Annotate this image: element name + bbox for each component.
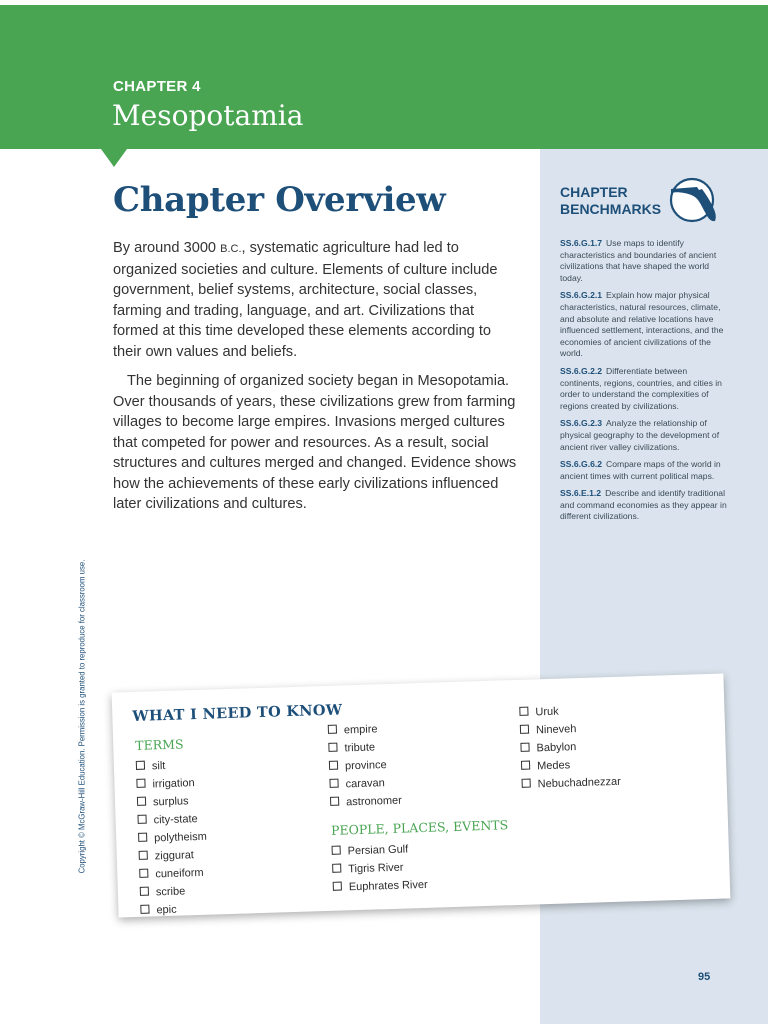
benchmark-item <box>560 418 728 453</box>
term-checkbox-item <box>139 846 208 866</box>
checkbox-label: astronomer <box>345 794 402 809</box>
term-checkbox-item <box>137 810 206 830</box>
checkbox[interactable] <box>333 882 342 891</box>
checkbox-label: epic <box>156 903 177 917</box>
checkbox[interactable] <box>520 725 529 734</box>
benchmark-code: SS.6.G.2.1 <box>560 290 603 301</box>
terms-column-2 <box>328 716 511 896</box>
checkbox-label: Nineveh <box>535 723 577 737</box>
benchmark-text: Use maps to identify characteristics and boundaries of ancient civilizations that have shaped the world today. <box>560 238 717 283</box>
checkbox-label: Euphrates River <box>348 878 428 894</box>
checkbox[interactable] <box>137 815 146 824</box>
checkbox-label: Persian Gulf <box>347 843 409 858</box>
checkbox[interactable] <box>329 779 338 788</box>
chapter-label: CHAPTER 4 <box>113 78 201 95</box>
benchmark-text: Differentiate between continents, regions, countries, and cities in order to understand the complexities of regions created by civilizations. <box>560 365 722 411</box>
benchmark-text: Compare maps of the world in ancient times with current political maps. <box>560 459 721 481</box>
checkbox-label: Uruk <box>535 705 559 719</box>
benchmarks-list <box>560 238 728 529</box>
checkbox-label: empire <box>343 723 378 737</box>
era-abbreviation: B.C. <box>220 243 242 255</box>
checkbox-label: tribute <box>344 741 376 755</box>
checkbox-label: Medes <box>536 759 571 773</box>
checkbox[interactable] <box>136 779 145 788</box>
term-checkbox-item <box>140 882 209 902</box>
header-notch-decoration <box>101 149 127 167</box>
checkbox-label: polytheism <box>154 830 207 845</box>
checkbox[interactable] <box>522 779 531 788</box>
checkbox[interactable] <box>330 797 339 806</box>
checkbox-label: Tigris River <box>348 861 404 876</box>
benchmark-item <box>560 459 728 482</box>
checkbox[interactable] <box>139 869 148 878</box>
benchmark-text: Describe and identify traditional and command economies as they appear in different civilizations. <box>560 488 727 522</box>
checkbox-label: cuneiform <box>155 866 204 881</box>
benchmark-item <box>560 290 728 360</box>
checkbox[interactable] <box>137 797 146 806</box>
checkbox-label: city-state <box>153 813 198 827</box>
term-checkbox-item <box>139 864 208 884</box>
overview-paragraph-2: The beginning of organized society began in Mesopotamia. Over thousands of years, these civilizations grew from farming villages to become large empires. Invasions merged cultures that competed for power and resources. As a result, social structures and cultures merged and changed. Evidence shows how the achievements of these early civilizations influenced later civilizations and cultures. <box>113 373 517 512</box>
term-checkbox-item <box>137 792 206 812</box>
benchmark-item <box>560 238 728 284</box>
benchmark-item <box>560 366 728 412</box>
benchmarks-title: CHAPTER BENCHMARKS <box>560 184 662 217</box>
checkbox-label: irrigation <box>152 777 195 791</box>
checkbox[interactable] <box>140 905 149 914</box>
checkbox[interactable] <box>328 743 337 752</box>
benchmark-item <box>560 488 728 523</box>
term-checkbox-item <box>136 774 205 794</box>
checkbox-label: caravan <box>345 777 385 791</box>
what-i-need-to-know-card <box>112 673 731 917</box>
term-checkbox-item <box>140 900 209 920</box>
benchmark-text: Explain how major physical characteristics, natural resources, climate, and absolute and relative locations have influenced settlement, interactions, and the economies of ancient civilizations of the world. <box>560 290 724 359</box>
benchmark-code: SS.6.G.2.2 <box>560 365 603 376</box>
overview-paragraph-1: By around 3000 B.C., systematic agriculture had led to organized societies and culture. Elements of culture include government, belief systems, architecture, social classes, farming and trading, language, and art. Civilizations that formed at this time developed these elements according to their own values and beliefs. <box>113 240 498 360</box>
checkbox[interactable] <box>521 761 530 770</box>
checkbox-label: scribe <box>155 885 186 899</box>
checkbox-label: Babylon <box>536 741 577 755</box>
checkbox[interactable] <box>328 725 337 734</box>
chapter-header-banner <box>0 5 768 149</box>
florida-map-icon <box>667 177 721 223</box>
term-checkbox-item <box>136 756 205 776</box>
checkbox[interactable] <box>138 833 147 842</box>
checkbox[interactable] <box>329 761 338 770</box>
checkbox[interactable] <box>332 846 341 855</box>
page-number: 95 <box>698 971 711 983</box>
people-column-3 <box>519 701 621 794</box>
terms-label: TERMS <box>135 736 184 753</box>
checkbox-label: surplus <box>152 795 189 809</box>
chapter-title: Mesopotamia <box>112 99 304 132</box>
checkbox[interactable] <box>140 887 149 896</box>
checkbox[interactable] <box>136 761 145 770</box>
benchmark-code: SS.6.G.1.7 <box>560 238 603 248</box>
term-checkbox-item <box>138 828 207 848</box>
checkbox[interactable] <box>520 743 529 752</box>
overview-title: Chapter Overview <box>113 180 446 220</box>
know-title: WHAT I NEED TO KNOW <box>132 701 343 726</box>
person-checkbox-item <box>521 773 621 794</box>
checkbox-label: province <box>344 759 387 773</box>
people-places-events-label: PEOPLE, PLACES, EVENTS <box>330 817 509 838</box>
checkbox[interactable] <box>139 851 148 860</box>
terms-column-1 <box>135 736 209 920</box>
benchmark-code: SS.6.E.1.2 <box>560 488 602 499</box>
benchmark-text: Analyze the relationship of physical geography to the development of ancient river valley civilizations. <box>560 418 720 452</box>
benchmark-code: SS.6.G.2.3 <box>560 418 603 429</box>
checkbox[interactable] <box>519 707 528 716</box>
benchmark-code: SS.6.G.6.2 <box>560 459 603 470</box>
checkbox-label: ziggurat <box>154 849 195 863</box>
checkbox-label: silt <box>151 760 166 773</box>
checkbox-label: Nebuchadnezzar <box>537 775 622 791</box>
copyright-notice: Copyright © McGraw-Hill Education. Permission is granted to reproduce for classroom use. <box>77 559 87 874</box>
checkbox[interactable] <box>332 864 341 873</box>
